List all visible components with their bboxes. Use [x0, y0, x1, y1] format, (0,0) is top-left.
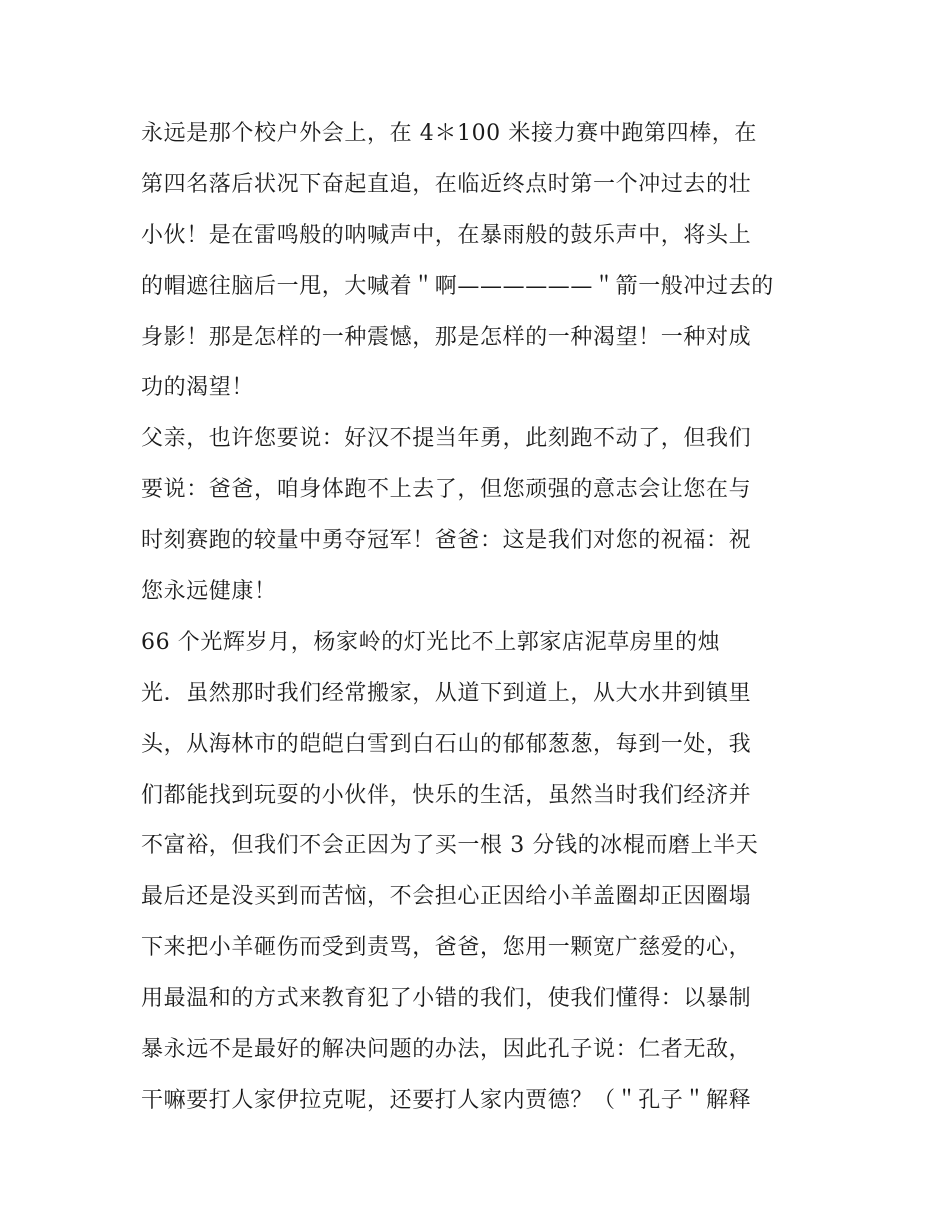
text-line: 们都能找到玩耍的小伙伴，快乐的生活，虽然当时我们经济并 [141, 782, 752, 808]
text-line: 父亲，也许您要说：好汉不提当年勇，此刻跑不动了，但我们 [141, 426, 752, 452]
text-line: 头，从海林市的皑皑白雪到白石山的郁郁葱葱，每到一处，我 [141, 731, 752, 757]
text-line: 时刻赛跑的较量中勇夺冠军！爸爸：这是我们对您的祝福：祝 [141, 528, 752, 554]
text-line: 第四名落后状况下奋起直追，在临近终点时第一个冲过去的壮 [141, 171, 752, 197]
text-line: 小伙！是在雷鸣般的呐喊声中，在暴雨般的鼓乐声中，将头上 [141, 222, 752, 248]
text-line: 身影！那是怎样的一种震憾，那是怎样的一种渴望！一种对成 [141, 324, 752, 350]
text-line: 66 个光辉岁月，杨家岭的灯光比不上郭家店泥草房里的烛 [141, 629, 721, 655]
body-text [141, 109, 821, 1127]
text-line: 不富裕，但我们不会正因为了买一根 3 分钱的冰棍而磨上半天 [141, 833, 759, 859]
text-line: 永远是那个校户外会上，在 4＊100 米接力赛中跑第四棒，在 [141, 121, 757, 146]
text-line: 干嘛要打人家伊拉克呢，还要打人家内贾德？（＂孔子＂解释 [141, 1087, 752, 1113]
text-line: 暴永远不是最好的解决问题的办法，因此孔子说：仁者无敌， [141, 1037, 752, 1063]
text-line: 功的渴望！ [141, 375, 255, 401]
text-line: 用最温和的方式来教育犯了小错的我们，使我们懂得：以暴制 [141, 986, 752, 1012]
text-line: 最后还是没买到而苦恼，不会担心正因给小羊盖圈却正因圈塌 [141, 884, 752, 910]
text-line: 光．虽然那时我们经常搬家，从道下到道上，从大水井到镇里 [141, 680, 752, 706]
text-line: 的帽遮往脑后一甩，大喊着＂啊——————＂箭一般冲过去的 [141, 273, 774, 299]
text-line: 下来把小羊砸伤而受到责骂，爸爸，您用一颗宽广慈爱的心， [141, 935, 752, 961]
text-line: 要说：爸爸，咱身体跑不上去了，但您顽强的意志会让您在与 [141, 477, 752, 503]
text-line: 您永远健康！ [141, 579, 277, 605]
